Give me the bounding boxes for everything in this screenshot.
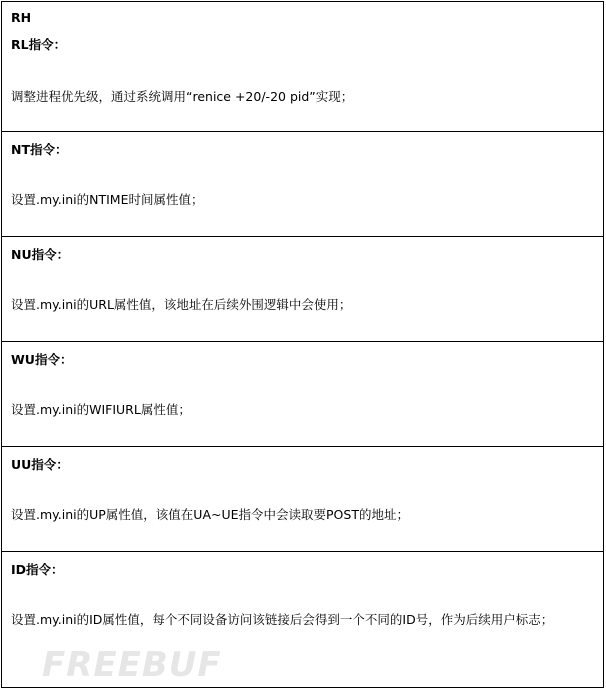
table-row	[2, 2, 604, 132]
row-description: 设置.my.ini的NTIME时间属性值；	[11, 192, 204, 207]
row-description: 调整进程优先级，通过系统调用“renice +20/-20 pid”实现；	[11, 89, 354, 104]
row-heading: ID指令：	[11, 562, 64, 577]
row-description: 设置.my.ini的ID属性值，每个不同设备访问该链接后会得到一个不同的ID号，作为后续用户标志；	[11, 612, 554, 627]
table-cell	[2, 237, 604, 342]
instruction-table	[1, 1, 604, 688]
row-heading: NT指令：	[11, 142, 68, 157]
table-cell	[2, 552, 604, 688]
table-row	[2, 342, 604, 447]
row-pre-heading: RH	[11, 10, 32, 25]
table-row	[2, 552, 604, 688]
row-description: 设置.my.ini的URL属性值，该地址在后续外围逻辑中会使用；	[11, 297, 352, 312]
table-row	[2, 132, 604, 237]
table-row	[2, 447, 604, 552]
row-heading: WU指令：	[11, 352, 73, 367]
row-description: 设置.my.ini的WIFIURL属性值；	[11, 402, 191, 417]
table-cell	[2, 132, 604, 237]
row-heading: UU指令：	[11, 457, 69, 472]
table-cell	[2, 447, 604, 552]
freebuf-watermark-logo: FREEBUF	[42, 645, 222, 685]
table-row	[2, 237, 604, 342]
row-heading: RL指令：	[11, 37, 67, 52]
table-cell	[2, 2, 604, 132]
row-heading: NU指令：	[11, 247, 70, 262]
row-description: 设置.my.ini的UP属性值，该值在UA~UE指令中会读取要POST的地址；	[11, 507, 409, 522]
table-cell	[2, 342, 604, 447]
